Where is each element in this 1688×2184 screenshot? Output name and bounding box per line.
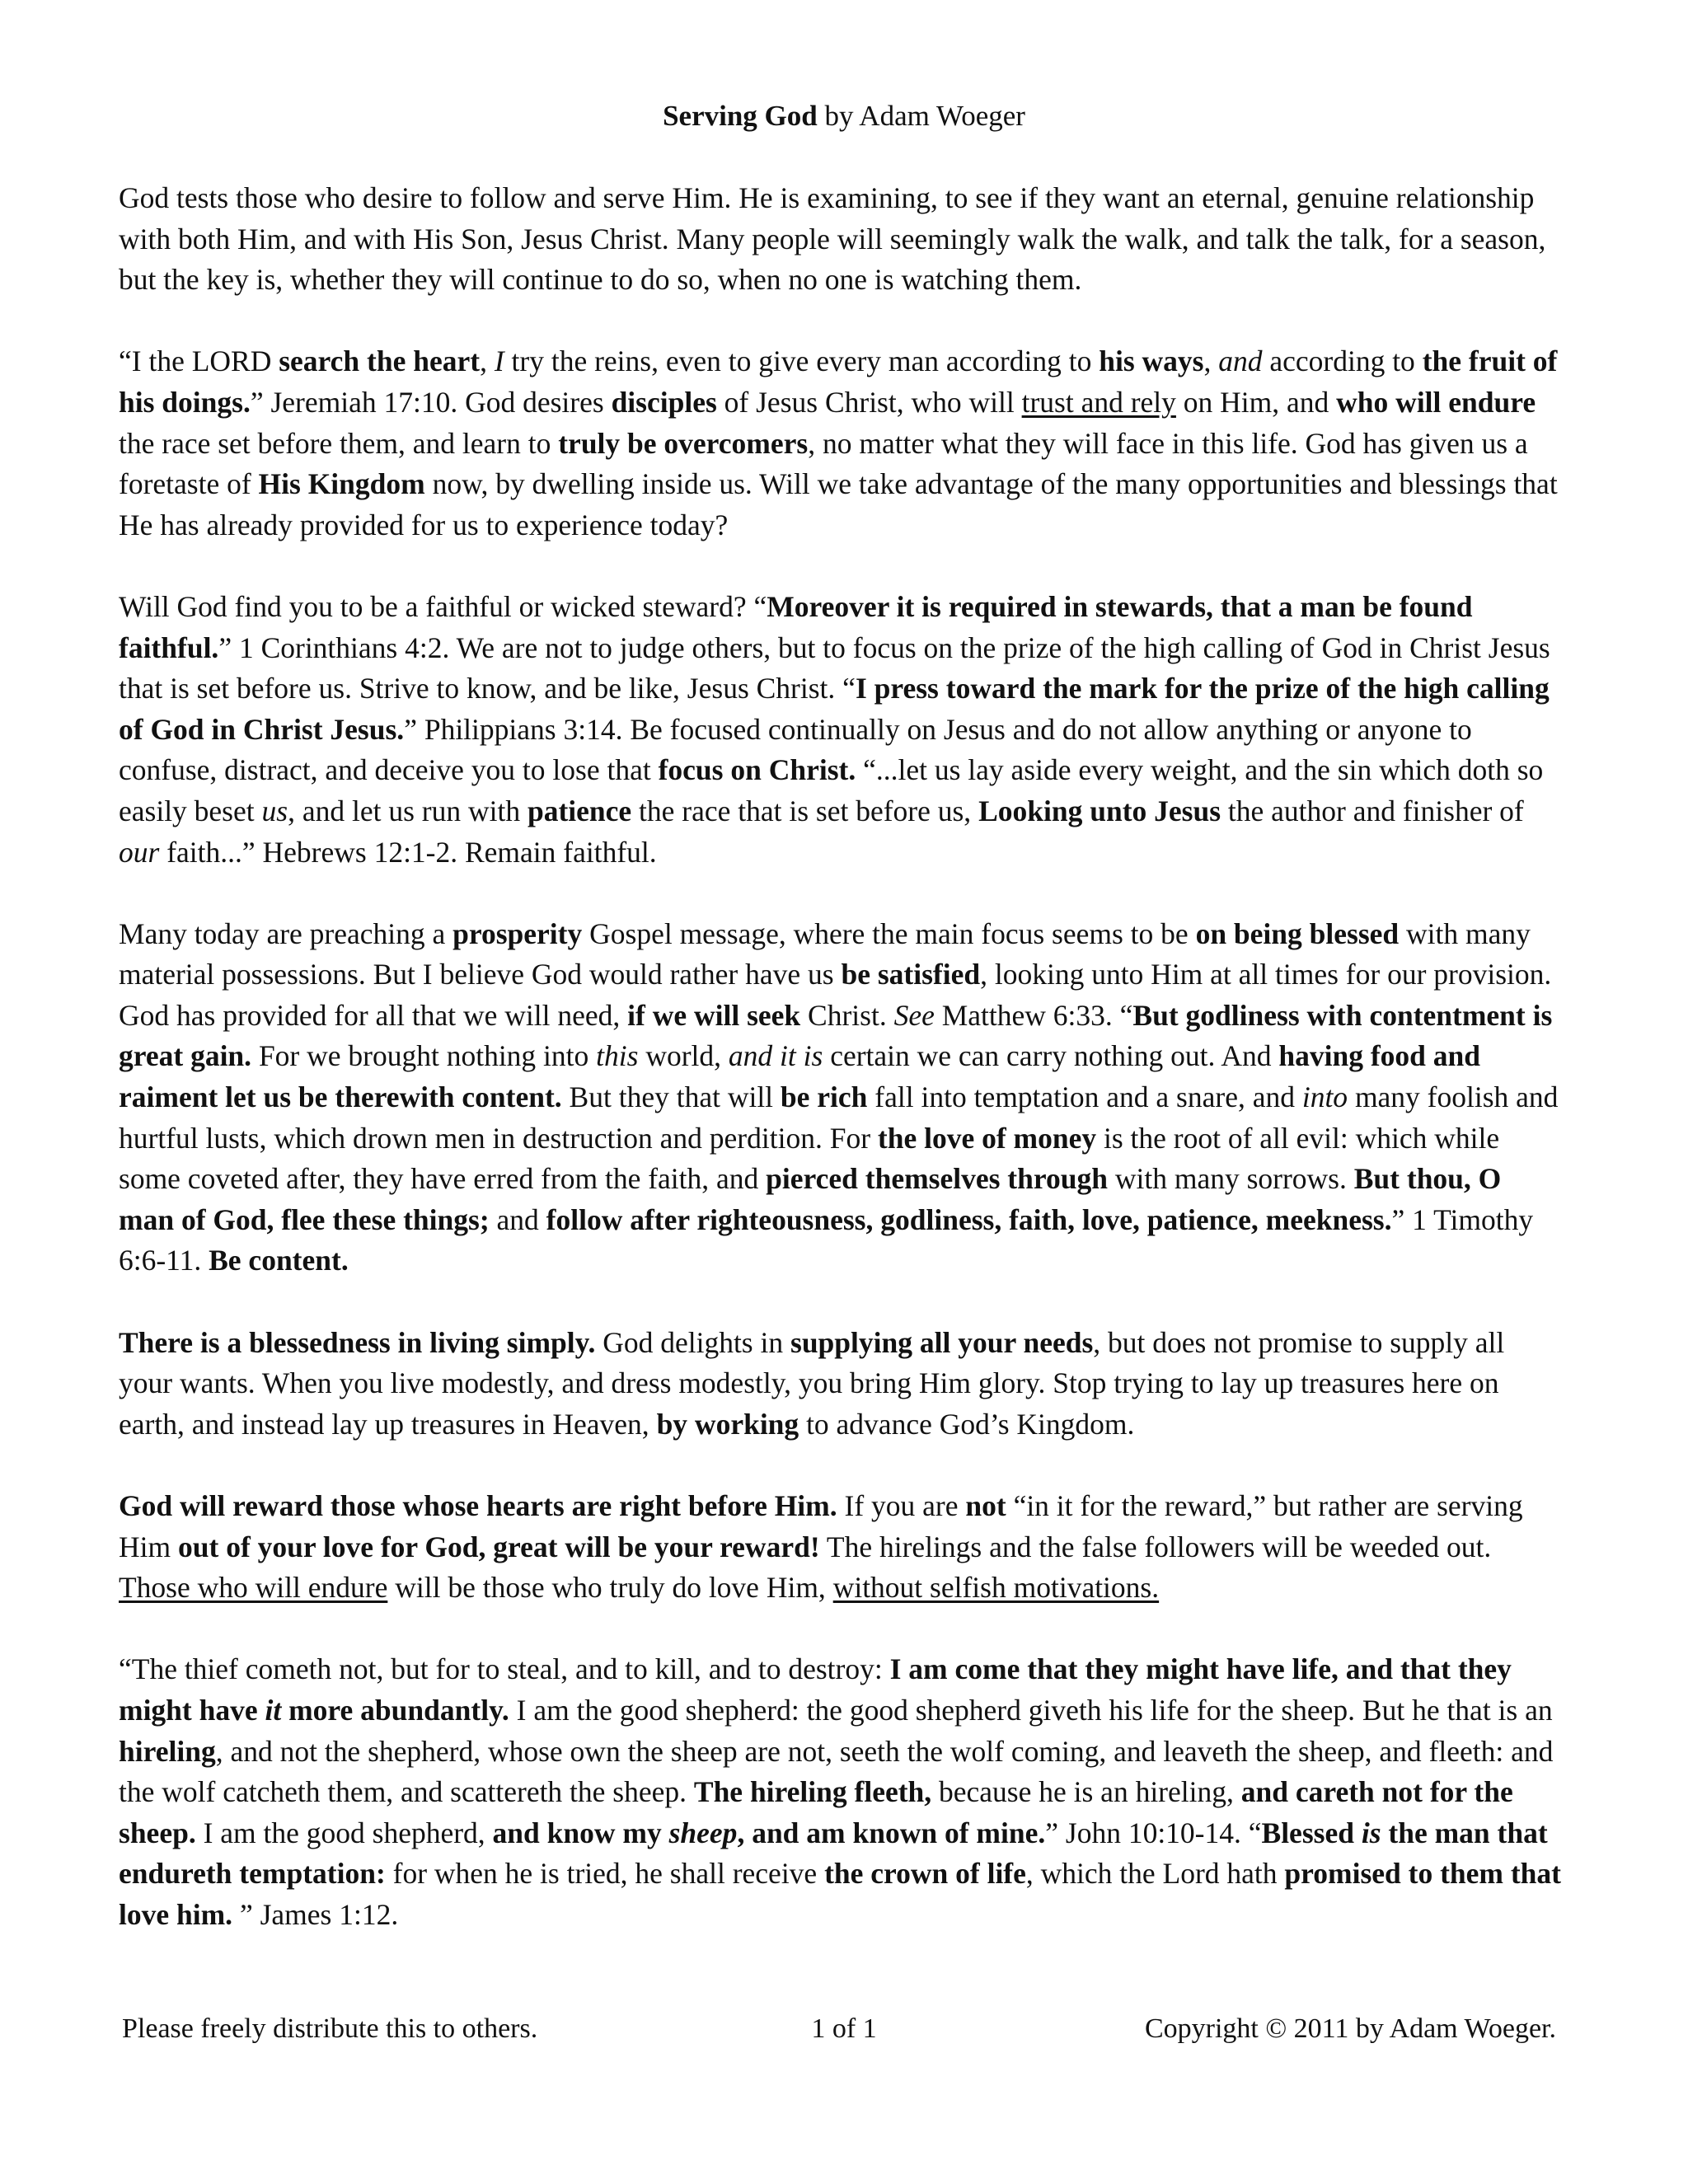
text-run: follow after righteousness, godliness, faith, love, patience, meekness. bbox=[546, 1202, 1392, 1236]
text-run: truly be overcomers bbox=[558, 426, 809, 460]
text-run: Matthew 6:33. “ bbox=[934, 998, 1133, 1032]
text-run: disciples bbox=[611, 385, 717, 419]
paragraph bbox=[119, 1323, 1563, 1446]
text-run: For we brought nothing into bbox=[251, 1039, 597, 1073]
text-run: The hireling fleeth, bbox=[693, 1775, 932, 1809]
paragraph bbox=[119, 587, 1563, 873]
text-run: “...let us lay aside every weight, and the sin which doth so easily beset bbox=[119, 753, 1544, 827]
footer-copyright: Copyright © 2011 by Adam Woeger. bbox=[1144, 2013, 1556, 2044]
text-run: of Jesus Christ, who will bbox=[716, 385, 1022, 419]
text-run: out of your love for God, great will be your reward! bbox=[178, 1530, 820, 1563]
text-run: , bbox=[480, 344, 495, 378]
text-run: us bbox=[261, 794, 288, 827]
document-body bbox=[119, 178, 1563, 1976]
text-run: for when he is tried, he shall receive bbox=[385, 1857, 825, 1891]
paragraph bbox=[119, 178, 1563, 301]
text-run: , bbox=[1203, 344, 1219, 378]
text-run: Those who will endure bbox=[119, 1571, 388, 1605]
text-run: ” James 1:12. bbox=[232, 1897, 399, 1931]
text-run: Looking unto Jesus bbox=[978, 794, 1221, 827]
text-run: trust and rely bbox=[1021, 385, 1176, 419]
text-run: the man that endureth temptation: bbox=[119, 1816, 1548, 1891]
title-main: Serving God bbox=[663, 100, 818, 132]
text-run: to advance God’s Kingdom. bbox=[799, 1407, 1135, 1441]
text-run: and careth not for the sheep. bbox=[119, 1775, 1513, 1849]
text-run: if we will seek bbox=[627, 998, 801, 1032]
text-run: Be content. bbox=[209, 1244, 349, 1277]
paragraph bbox=[119, 1486, 1563, 1609]
text-run: supplying all your needs bbox=[790, 1325, 1094, 1359]
text-run: I am the good shepherd, bbox=[195, 1816, 493, 1849]
text-run: the crown of life bbox=[824, 1857, 1026, 1891]
text-run: and bbox=[489, 1202, 546, 1236]
text-run: without selfish motivations. bbox=[832, 1571, 1160, 1605]
text-run: not bbox=[965, 1489, 1006, 1522]
text-run: having food and raiment let us be therewith content. bbox=[119, 1039, 1481, 1114]
text-run: promised to them that love him. bbox=[119, 1857, 1561, 1931]
text-run: and know my bbox=[492, 1816, 669, 1849]
text-run: , and am known of mine. bbox=[737, 1816, 1046, 1849]
text-run: There is a blessedness in living simply. bbox=[119, 1325, 596, 1359]
text-run: be satisfied bbox=[841, 958, 981, 991]
text-run: pierced themselves through bbox=[766, 1162, 1108, 1196]
text-run: hireling bbox=[119, 1734, 216, 1768]
text-run: and bbox=[1218, 344, 1263, 378]
text-run: But they that will bbox=[561, 1080, 781, 1114]
text-run: world, bbox=[638, 1039, 729, 1073]
text-run: “The thief cometh not, but for to steal, and to kill, and to destroy: bbox=[119, 1652, 890, 1686]
footer-page-number: 1 of 1 bbox=[811, 2013, 877, 2044]
text-run: our bbox=[119, 835, 160, 869]
text-run: , no matter what they will face in this life. God has given us a foretaste of bbox=[119, 426, 1528, 501]
text-run: I press toward the mark for the prize of the high calling of God in Christ Jesus. bbox=[119, 672, 1550, 746]
text-run: Gospel message, where the main focus seems to be bbox=[582, 916, 1196, 950]
text-run: ” 1 Timothy 6:6-11. bbox=[119, 1202, 1534, 1277]
text-run: the race set before them, and learn to bbox=[119, 426, 559, 460]
text-run: Many today are preaching a bbox=[119, 916, 453, 950]
text-run: God delights in bbox=[595, 1325, 790, 1359]
text-run: with many sorrows. bbox=[1107, 1162, 1354, 1196]
text-run: “in it for the reward,” but rather are serving Him bbox=[119, 1489, 1523, 1563]
text-run: sheep bbox=[668, 1816, 738, 1849]
text-run: the race that is set before us, bbox=[631, 794, 979, 827]
text-run: this bbox=[596, 1039, 639, 1073]
text-run: God tests those who desire to follow and serve Him. He is examining, to see if they want an eternal, genuine relationship with both Him, and with His Son, Jesus Christ. Many people will seemingly walk the walk, and talk the talk, for a season, but the key is, whether they will continue to do so, when no one is watching them. bbox=[119, 181, 1546, 297]
paragraph bbox=[119, 914, 1563, 1282]
title-byline: by Adam Woeger bbox=[817, 100, 1025, 132]
text-run: ” 1 Corinthians 4:2. We are not to judge others, but to focus on the prize of the high calling of God in Christ Jesus that is set before us. Strive to know, and be like, Jesus Christ. “ bbox=[119, 630, 1550, 705]
text-run: Moreover it is required in stewards, that a man be found faithful. bbox=[119, 589, 1473, 664]
text-run: I bbox=[494, 344, 504, 378]
text-run: is the root of all evil: which while some coveted after, they have erred from the faith, and bbox=[119, 1121, 1500, 1196]
text-run: and it is bbox=[728, 1039, 823, 1073]
text-run: But thou, O man of God, flee these things; bbox=[119, 1162, 1502, 1236]
text-run: patience bbox=[527, 794, 632, 827]
text-run: See bbox=[893, 998, 935, 1032]
text-run: more abundantly. bbox=[281, 1693, 509, 1727]
text-run: But godliness with contentment is great gain. bbox=[119, 998, 1553, 1073]
text-run: ” John 10:10-14. “ bbox=[1045, 1816, 1262, 1849]
text-run: fall into temptation and a snare, and bbox=[867, 1080, 1302, 1114]
text-run: ” Jeremiah 17:10. God desires bbox=[250, 385, 612, 419]
text-run: because he is an hireling, bbox=[931, 1775, 1241, 1809]
text-run: Christ. bbox=[800, 998, 894, 1032]
text-run: on Him, and bbox=[1175, 385, 1337, 419]
text-run: it bbox=[265, 1693, 282, 1727]
text-run: many foolish and hurtful lusts, which drown men in destruction and perdition. For bbox=[119, 1080, 1559, 1155]
text-run: the love of money bbox=[877, 1121, 1097, 1155]
text-run: is bbox=[1361, 1816, 1381, 1849]
text-run: I am the good shepherd: the good shepherd giveth his life for the sheep. But he that is an bbox=[509, 1693, 1553, 1727]
text-run: , which the Lord hath bbox=[1025, 1857, 1285, 1891]
footer-distribution-note: Please freely distribute this to others. bbox=[122, 2013, 538, 2044]
text-run: be rich bbox=[780, 1080, 868, 1114]
text-run: on being blessed bbox=[1195, 916, 1400, 950]
text-run: who will endure bbox=[1336, 385, 1536, 419]
text-run: Blessed bbox=[1261, 1816, 1362, 1849]
text-run: prosperity bbox=[452, 916, 583, 950]
text-run: the fruit of his doings. bbox=[119, 344, 1558, 419]
text-run: certain we can carry nothing out. And bbox=[823, 1039, 1279, 1073]
text-run: Will God find you to be a faithful or wicked steward? “ bbox=[119, 589, 767, 623]
text-run: will be those who truly do love Him, bbox=[387, 1571, 833, 1605]
text-run: “I the LORD bbox=[119, 344, 279, 378]
paragraph bbox=[119, 1649, 1563, 1935]
text-run: faith...” Hebrews 12:1-2. Remain faithful. bbox=[159, 835, 657, 869]
text-run: God will reward those whose hearts are right before Him. bbox=[119, 1489, 837, 1522]
text-run: ” Philippians 3:14. Be focused continually on Jesus and do not allow anything or anyone to confuse, distract, and deceive you to lose that bbox=[119, 712, 1472, 787]
text-run: with many material possessions. But I believe God would rather have us bbox=[119, 916, 1531, 991]
text-run: If you are bbox=[837, 1489, 966, 1522]
text-run: , and let us run with bbox=[288, 794, 528, 827]
text-run: focus on Christ. bbox=[658, 753, 856, 787]
document-title bbox=[0, 96, 1688, 137]
paragraph bbox=[119, 341, 1563, 546]
text-run: try the reins, even to give every man according to bbox=[504, 344, 1100, 378]
text-run: The hirelings and the false followers will be weeded out. bbox=[819, 1530, 1492, 1563]
text-run: according to bbox=[1262, 344, 1423, 378]
text-run: , but does not promise to supply all your wants. When you live modestly, and dress modestly, you bring Him glory. Stop trying to lay up treasures here on earth, and instead lay up treasures in Heaven, bbox=[119, 1325, 1505, 1441]
text-run: , looking unto Him at all times for our provision. God has provided for all that we will need, bbox=[119, 958, 1552, 1032]
text-run: into bbox=[1301, 1080, 1348, 1114]
text-run: , and not the shepherd, whose own the sheep are not, seeth the wolf coming, and leaveth the sheep, and fleeth: and the wolf catcheth them, and scattereth the sheep. bbox=[119, 1734, 1554, 1809]
text-run: the author and finisher of bbox=[1221, 794, 1524, 827]
text-run: His Kingdom bbox=[258, 467, 425, 501]
text-run: by working bbox=[656, 1407, 799, 1441]
text-run: search the heart bbox=[279, 344, 481, 378]
text-run: I am come that they might have life, and that they might have bbox=[119, 1652, 1512, 1727]
text-run: now, by dwelling inside us. Will we take advantage of the many opportunities and blessings that He has already provided for us to experience today? bbox=[119, 467, 1558, 541]
text-run: his ways bbox=[1099, 344, 1204, 378]
